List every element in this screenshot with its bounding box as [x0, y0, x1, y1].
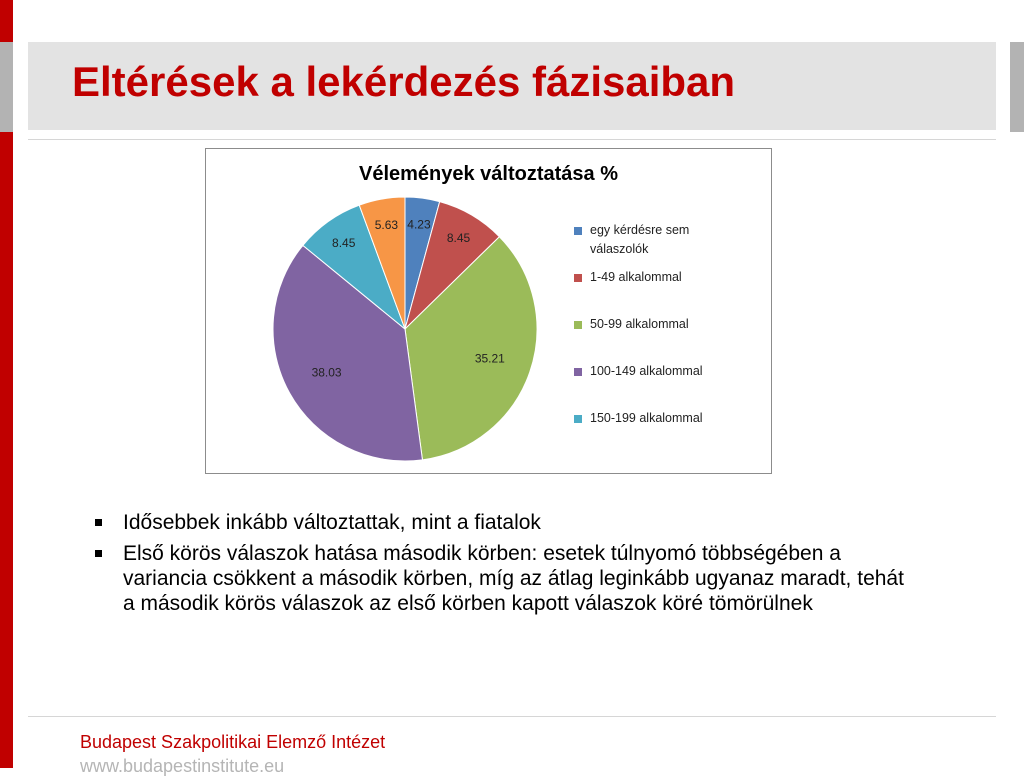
bullet-item [95, 510, 915, 535]
legend-label: 50-99 alkalommal [590, 317, 689, 331]
left-gray-block [0, 42, 13, 132]
legend-label: 150-199 alkalommal [590, 411, 703, 425]
legend-swatch [574, 368, 582, 376]
chart-legend [574, 221, 764, 456]
legend-swatch [574, 321, 582, 329]
legend-item [574, 409, 764, 456]
legend-label: egy kérdésre sem válaszolók [590, 223, 690, 256]
legend-item [574, 268, 764, 315]
legend-label: 100-149 alkalommal [590, 364, 703, 378]
header-divider [28, 139, 996, 140]
footer-divider [28, 716, 996, 717]
legend-swatch [574, 415, 582, 423]
pie-data-label: 8.45 [332, 236, 356, 251]
bullet-marker [95, 519, 102, 526]
right-gray-block [1010, 42, 1024, 132]
bullet-list [95, 510, 915, 622]
pie-data-label: 8.45 [446, 230, 471, 245]
legend-label: 1-49 alkalommal [590, 270, 682, 284]
footer-org: Budapest Szakpolitikai Elemző Intézet [80, 732, 386, 752]
legend-swatch [574, 227, 582, 235]
chart-title: Vélemények változtatása % [358, 163, 619, 185]
legend-swatch [574, 274, 582, 282]
pie-chart [205, 148, 772, 474]
bullet-marker [95, 550, 102, 557]
pie-data-label: 38.03 [311, 365, 342, 380]
bullet-text: Idősebbek inkább változtattak, mint a fiatalok [123, 511, 541, 534]
pie-data-label: 35.21 [474, 351, 505, 366]
pie-data-label: 5.63 [374, 218, 399, 233]
legend-item [574, 362, 764, 409]
bullet-item [95, 541, 915, 616]
bullet-text: Első körös válaszok hatása második körben: esetek túlnyomó többségében a variancia csökkent a második körben, míg az átlag leginkább ugyanaz maradt, tehát a második körös válaszok az első körben kapott válaszok köré tömörülnek [123, 542, 904, 615]
footer-url[interactable]: www.budapestinstitute.eu [80, 756, 285, 776]
legend-item [574, 221, 720, 268]
legend-item [574, 315, 764, 362]
page-title: Eltérések a lekérdezés fázisaiban [72, 58, 736, 105]
pie-data-label: 4.23 [407, 217, 431, 232]
